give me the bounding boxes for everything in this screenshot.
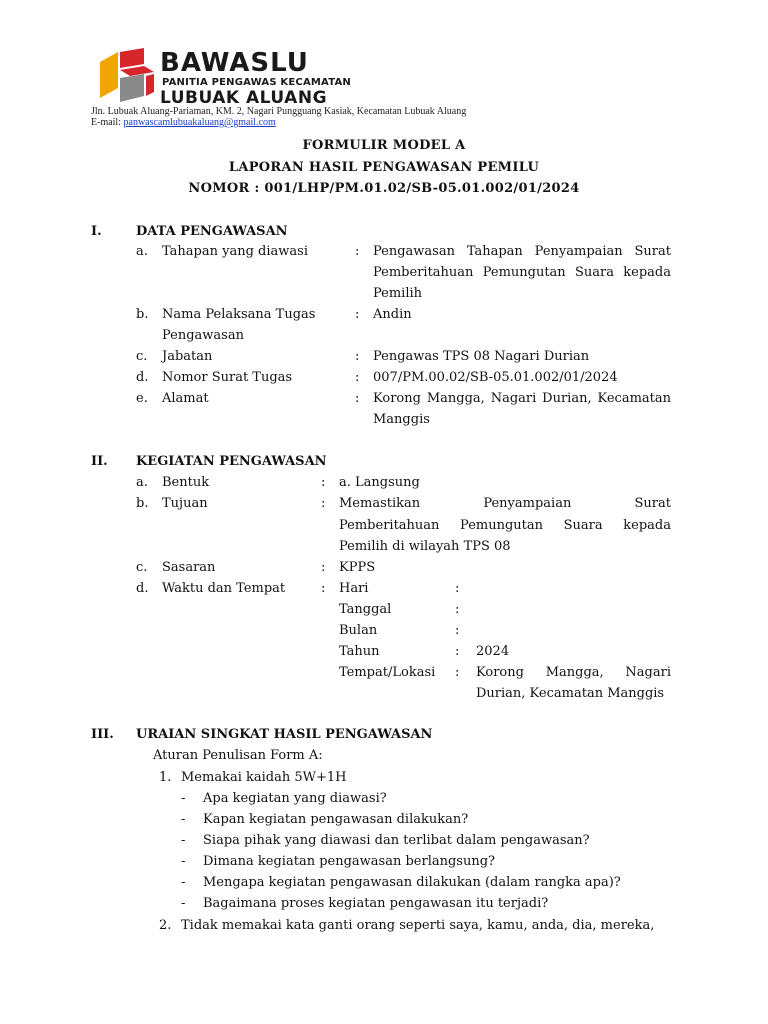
report-title: LAPORAN HASIL PENGAWASAN PEMILU	[228, 160, 540, 175]
bullet-item: Dimana kegiatan pengawasan berlangsung?	[203, 854, 495, 869]
field-colon: :	[355, 370, 360, 385]
email-link[interactable]: panwascamlubuakaluang@gmail.com	[123, 117, 276, 128]
time-label-hari: Hari	[339, 581, 369, 596]
section-2-number: II.	[91, 454, 108, 469]
field-label: Waktu dan Tempat	[162, 581, 286, 596]
field-value-line: Pemilih	[373, 286, 423, 301]
field-colon: :	[321, 581, 326, 596]
field-colon: :	[355, 244, 360, 259]
field-value-line: Pengawasan Tahapan Penyampaian Surat	[373, 244, 671, 259]
field-colon: :	[355, 391, 360, 406]
rule-text: Tidak memakai kata ganti orang seperti saya, kamu, anda, dia, mereka,	[181, 918, 655, 933]
section-2-heading: KEGIATAN PENGAWASAN	[136, 454, 327, 469]
bullet-dash: -	[181, 812, 186, 827]
item-letter: d.	[136, 370, 149, 385]
rules-intro: Aturan Penulisan Form A:	[153, 748, 323, 763]
field-value-line: Pemberitahuan Pemungutan Suara kepada	[339, 518, 671, 533]
field-value: Andin	[373, 307, 412, 322]
field-colon: :	[321, 475, 326, 490]
brand-district: LUBUAK ALUANG	[160, 88, 328, 108]
section-1-number: I.	[91, 224, 102, 239]
time-label-tanggal: Tanggal	[339, 602, 392, 617]
brand-subtitle: PANITIA PENGAWAS KECAMATAN	[162, 77, 351, 88]
field-value: KPPS	[339, 560, 376, 575]
field-label: Tujuan	[162, 496, 208, 511]
field-label: Nama Pelaksana Tugas	[162, 307, 316, 322]
address-line: Jln. Lubuak Aluang-Pariaman, KM. 2, Nagari Pungguang Kasiak, Kecamatan Lubuak Aluang	[91, 106, 467, 117]
time-label-tahun: Tahun	[339, 644, 380, 659]
section-1-heading: DATA PENGAWASAN	[136, 224, 288, 239]
report-number: NOMOR : 001/LHP/PM.01.02/SB-05.01.002/01/2024	[188, 181, 580, 196]
field-colon: :	[355, 307, 360, 322]
field-label: Jabatan	[162, 349, 213, 364]
rule-number: 2.	[159, 918, 172, 933]
field-value-line: Manggis	[373, 412, 430, 427]
section-3-heading: URAIAN SINGKAT HASIL PENGAWASAN	[136, 727, 433, 742]
bullet-item: Bagaimana proses kegiatan pengawasan itu terjadi?	[203, 896, 549, 911]
item-letter: a.	[136, 475, 148, 490]
bullet-item: Siapa pihak yang diawasi dan terlibat dalam pengawasan?	[203, 833, 590, 848]
bullet-item: Mengapa kegiatan pengawasan dilakukan (dalam rangka apa)?	[203, 875, 621, 890]
rule-number: 1.	[159, 770, 172, 785]
field-colon: :	[455, 602, 460, 617]
field-value-line: Pemberitahuan Pemungutan Suara kepada	[373, 265, 671, 280]
place-value-line: Durian, Kecamatan Manggis	[476, 686, 665, 701]
field-value: a. Langsung	[339, 475, 420, 490]
bullet-dash: -	[181, 833, 186, 848]
field-colon: :	[355, 349, 360, 364]
brand-name: BAWASLU	[160, 48, 309, 78]
field-label: Pengawasan	[162, 328, 244, 343]
bullet-item: Kapan kegiatan pengawasan dilakukan?	[203, 812, 469, 827]
field-colon: :	[321, 496, 326, 511]
bullet-dash: -	[181, 875, 186, 890]
field-label: Nomor Surat Tugas	[162, 370, 293, 385]
bullet-dash: -	[181, 896, 186, 911]
field-value: 007/PM.00.02/SB-05.01.002/01/2024	[373, 370, 618, 385]
bawaslu-logo	[96, 46, 158, 104]
form-title: FORMULIR MODEL A	[302, 138, 466, 153]
time-value-tahun: 2024	[476, 644, 510, 659]
field-colon: :	[321, 560, 326, 575]
email-line	[91, 117, 466, 128]
field-label: Tahapan yang diawasi	[162, 244, 308, 259]
item-letter: e.	[136, 391, 148, 406]
item-letter: a.	[136, 244, 148, 259]
field-colon: :	[455, 623, 460, 638]
field-value-line: Korong Mangga, Nagari Durian, Kecamatan	[373, 391, 671, 406]
field-label: Sasaran	[162, 560, 216, 575]
section-3-number: III.	[91, 727, 114, 742]
field-label: Bentuk	[162, 475, 210, 490]
email-label: E-mail:	[91, 117, 124, 128]
field-value-line: Pemilih di wilayah TPS 08	[339, 539, 511, 554]
field-colon: :	[455, 581, 460, 596]
item-letter: b.	[136, 307, 149, 322]
field-label: Alamat	[162, 391, 209, 406]
field-value-line: Memastikan Penyampaian Surat	[339, 496, 671, 511]
bullet-dash: -	[181, 854, 186, 869]
rule-text: Memakai kaidah 5W+1H	[181, 770, 347, 785]
item-letter: c.	[136, 349, 148, 364]
field-value: Pengawas TPS 08 Nagari Durian	[373, 349, 590, 364]
item-letter: d.	[136, 581, 149, 596]
letterhead-address-block	[91, 106, 466, 128]
field-colon: :	[455, 665, 460, 680]
bullet-item: Apa kegiatan yang diawasi?	[203, 791, 387, 806]
time-label-bulan: Bulan	[339, 623, 378, 638]
place-label: Tempat/Lokasi	[339, 665, 436, 680]
bullet-dash: -	[181, 791, 186, 806]
item-letter: c.	[136, 560, 148, 575]
item-letter: b.	[136, 496, 149, 511]
place-value-line: Korong Mangga, Nagari	[476, 665, 671, 680]
field-colon: :	[455, 644, 460, 659]
